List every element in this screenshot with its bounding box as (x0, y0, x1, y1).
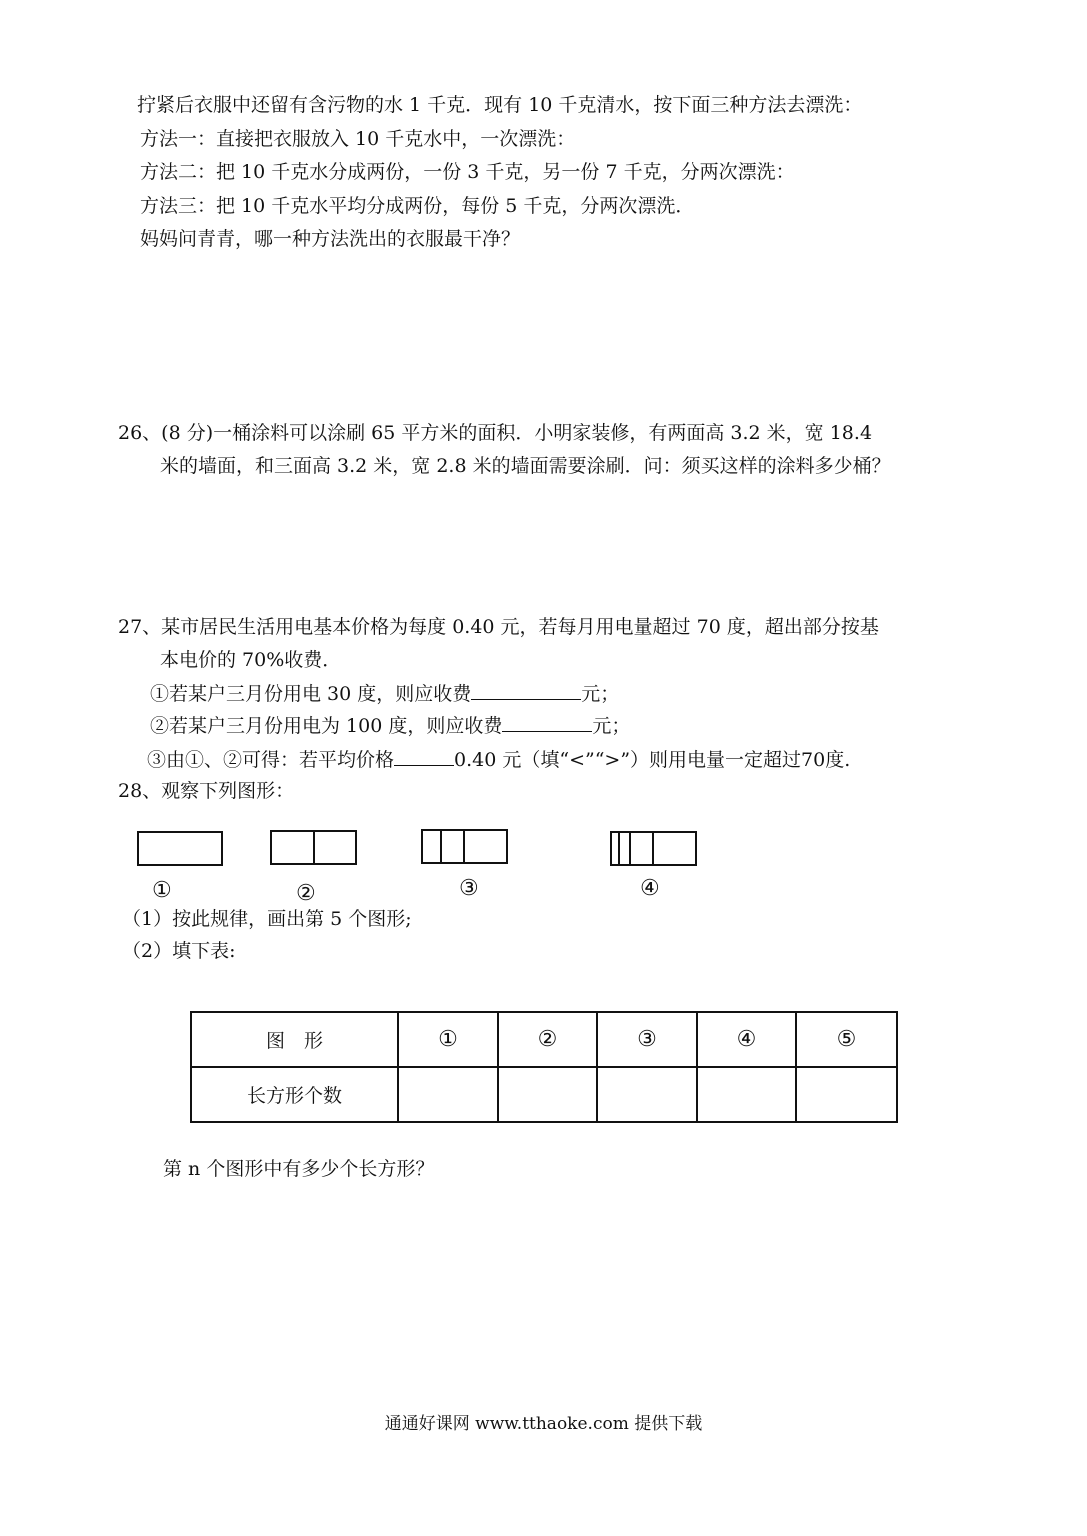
intro-line-1: 拧紧后衣服中还留有含污物的水 1 千克．现有 10 千克清水，按下面三种方法去漂洗： (137, 94, 863, 116)
answer-blank-3[interactable] (394, 745, 454, 766)
method-1: 方法一：直接把衣服放入 10 千克水中，一次漂洗： (140, 128, 576, 150)
table-col-1: ① (398, 1012, 498, 1067)
answer-table (190, 1011, 898, 1123)
q27-item-2-text: ②若某户三月份用电为 100 度，则应收费 (150, 715, 503, 737)
q26-line-2: 米的墙面，和三面高 3.2 米，宽 2.8 米的墙面需要涂刷．问：须买这样的涂料多少桶？ (160, 455, 891, 477)
answer-blank-1[interactable] (471, 679, 581, 700)
table-row-label: 长方形个数 (191, 1067, 398, 1122)
q27-item-3-text-after: 0.40 元（填“<”“>”）则用电量一定超过70度. (454, 749, 851, 771)
table-col-3: ③ (597, 1012, 697, 1067)
q27-item-2-unit: 元； (592, 715, 631, 737)
q27-item-3 (147, 745, 850, 774)
q28-title: 28、观察下列图形： (118, 780, 295, 802)
method-3: 方法三：把 10 千克水平均分成两份，每份 5 千克，分两次漂洗． (140, 195, 695, 217)
figure-3-divider-1 (440, 831, 442, 862)
table-row (191, 1067, 897, 1122)
q27-item-1 (150, 679, 619, 708)
q28-part-2: （2）填下表: (122, 940, 236, 962)
q27-item-1-unit: 元； (581, 683, 620, 705)
table-col-2: ② (498, 1012, 597, 1067)
figure-1 (137, 831, 223, 866)
q28-followup: 第 n 个图形中有多少个长方形？ (163, 1158, 435, 1180)
figure-label-1: ① (152, 878, 172, 903)
answer-blank-2[interactable] (502, 711, 592, 732)
figure-4 (610, 831, 697, 866)
figure-label-2: ② (296, 881, 316, 906)
answer-cell-4[interactable] (697, 1067, 796, 1122)
intro-question: 妈妈问青青，哪一种方法洗出的衣服最干净？ (140, 228, 521, 250)
figure-4-divider-2 (629, 833, 631, 864)
figure-label-4: ④ (640, 876, 660, 901)
answer-cell-3[interactable] (597, 1067, 697, 1122)
answer-cell-1[interactable] (398, 1067, 498, 1122)
method-2: 方法二：把 10 千克水分成两份，一份 3 千克，另一份 7 千克，分两次漂洗： (140, 161, 795, 183)
figure-4-divider-3 (652, 833, 654, 864)
q27-item-1-text: ①若某户三月份用电 30 度，则应收费 (150, 683, 472, 705)
table-header-row (191, 1012, 897, 1067)
q27-item-3-text: ③由①、②可得：若平均价格 (147, 749, 395, 771)
q27-line-1: 27、某市居民生活用电基本价格为每度 0.40 元，若每月用电量超过 70 度，超出部分按基 (118, 616, 879, 638)
q27-item-2 (150, 711, 630, 740)
figure-3 (421, 829, 508, 864)
figure-4-divider-1 (618, 833, 620, 864)
table-header-label: 图 形 (191, 1012, 398, 1067)
q28-part-1: （1）按此规律，画出第 5 个图形; (122, 908, 412, 930)
figure-label-3: ③ (459, 876, 479, 901)
answer-cell-5[interactable] (796, 1067, 897, 1122)
q26-line-1: 26、(8 分)一桶涂料可以涂刷 65 平方米的面积．小明家装修，有两面高 3.2 米，宽 18.4 (118, 422, 873, 444)
answer-cell-2[interactable] (498, 1067, 597, 1122)
table-col-5: ⑤ (796, 1012, 897, 1067)
figure-3-divider-2 (463, 831, 465, 862)
figure-2-divider (313, 832, 315, 863)
q27-line-2: 本电价的 70%收费． (160, 649, 342, 671)
figure-2 (270, 830, 357, 865)
table-col-4: ④ (697, 1012, 796, 1067)
page-footer: 通通好课网 www.tthaoke.com 提供下载 (384, 1414, 703, 1434)
